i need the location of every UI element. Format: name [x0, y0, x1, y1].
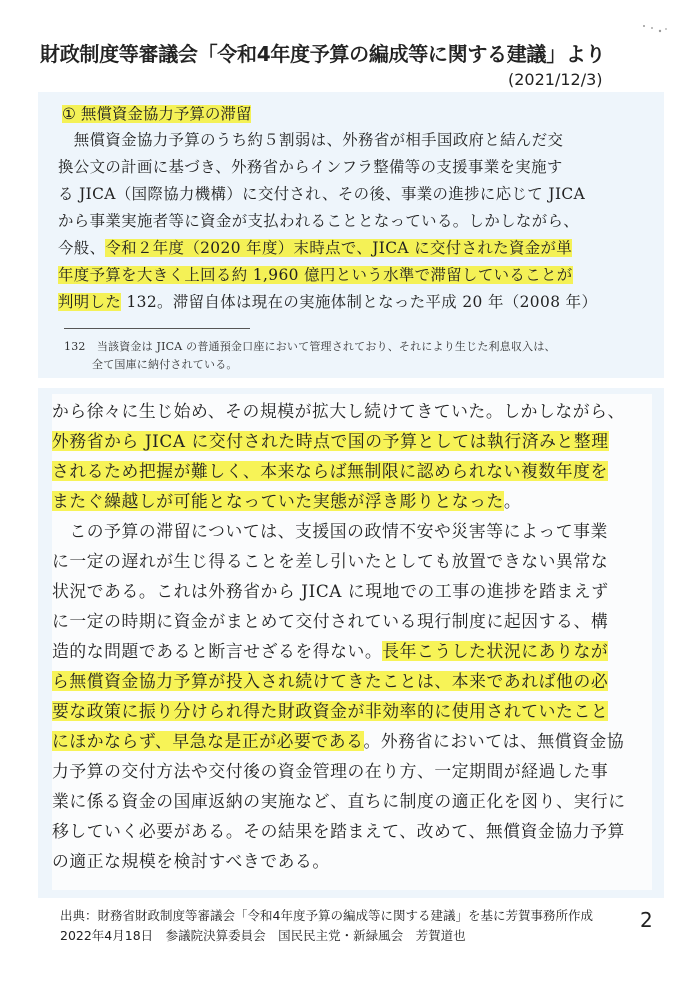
text-line	[52, 728, 624, 752]
text-line	[52, 848, 330, 872]
text-segment: 造的な問題であると断言せざるを得ない。	[52, 641, 383, 661]
text-line	[52, 818, 625, 842]
text-line	[52, 578, 609, 602]
text-segment: に一定の遅れが生じ得ることを差し引いたとしても放置できない異常な	[52, 551, 609, 571]
text-line	[58, 236, 572, 258]
footnote-line-2: 全て国庫に納付されている。	[92, 358, 238, 371]
text-segment: 無償資金協力予算のうち約５割弱は、外務省が相手国政府と結んだ交	[58, 131, 564, 149]
highlighted-text: 判明した	[58, 293, 122, 311]
text-line	[52, 488, 521, 512]
highlighted-text: またぐ繰越しが可能となっていた実態が浮き彫りとなった	[52, 491, 504, 511]
text-line	[52, 788, 626, 812]
footnote-divider	[64, 328, 250, 329]
footnote-line-1: 当該資金は JICA の普通預金口座において管理されており、それにより生じた利息収入は、	[96, 340, 556, 353]
text-line	[52, 548, 608, 572]
text-line	[52, 758, 608, 782]
text-segment: の適正な規模を検討すべきである。	[52, 851, 330, 871]
section-heading: ① 無償資金協力予算の滞留	[62, 105, 252, 123]
text-segment: 業に係る資金の国庫返納の実施など、直ちに制度の適正化を図り、実行に	[52, 791, 626, 811]
text-segment: 移していく必要がある。その結果を踏まえて、改めて、無償資金協力予算	[52, 821, 625, 841]
text-segment: 換公文の計画に基づき、外務省からインフラ整備等の支援事業を実施す	[58, 158, 563, 176]
highlighted-text: にほかならず、早急な是正が必要である	[52, 731, 364, 751]
text-segment: 力予算の交付方法や交付後の資金管理の在り方、一定期間が経過した事	[52, 761, 609, 781]
text-segment: 132。滞留自体は現在の実施体制となった平成 20 年（2008 年）	[121, 293, 598, 311]
text-line	[58, 182, 585, 204]
text-line	[58, 209, 579, 231]
highlighted-text: 令和２年度（2020 年度）末時点で、JICA に交付された資金が単	[105, 239, 573, 257]
highlighted-text: 要な政策に振り分けられ得た財政資金が非効率的に使用されていたこと	[52, 701, 609, 721]
page-title: 財政制度等審議会「令和4年度予算の編成等に関する建議」より	[40, 42, 606, 66]
text-segment: から徐々に生じ始め、その規模が拡大し続けてきていた。しかしながら、	[52, 401, 625, 421]
footnote	[64, 338, 556, 354]
highlighted-text: 年度予算を大きく上回る約 1,960 億円という水準で滞留していることが	[58, 266, 573, 284]
highlighted-text: ら無償資金協力予算が投入され続けてきたことは、本来であれば他の必	[52, 671, 609, 691]
text-line	[52, 698, 608, 722]
text-line	[52, 398, 625, 422]
text-line	[58, 128, 563, 150]
footer-meeting: 2022年4月18日 参議院決算委員会 国民民主党・新緑風会 芳賀道也	[60, 928, 466, 943]
text-line	[52, 428, 609, 452]
text-segment: 状況である。これは外務省から JICA に現地での工事の進捗を踏まえず	[52, 581, 609, 601]
highlighted-text: されるため把握が難しく、本来ならば無制限に認められない複数年度を	[52, 461, 608, 481]
page-number: 2	[640, 908, 653, 932]
scan-marks	[640, 22, 670, 36]
text-segment: 。外務省においては、無償資金協	[363, 731, 625, 751]
text-line	[52, 458, 608, 482]
text-line	[52, 638, 608, 662]
text-segment: 今般、	[58, 239, 106, 257]
text-segment: る JICA（国際協力機構）に交付され、その後、事業の進捗に応じて JICA	[58, 185, 586, 203]
text-line	[58, 155, 563, 177]
text-segment: 。	[503, 491, 522, 511]
footnote-number: 132	[64, 340, 86, 353]
text-segment: に一定の時期に資金がまとめて交付されている現行制度に起因する、構	[52, 611, 609, 631]
text-line	[52, 518, 608, 542]
highlighted-text: 外務省から JICA に交付された時点で国の予算としては執行済みと整理	[52, 431, 609, 451]
text-line	[58, 263, 573, 285]
text-segment: から事業実施者等に資金が支払われることとなっている。しかしながら、	[58, 212, 580, 230]
text-line	[58, 290, 597, 312]
text-line	[52, 668, 608, 692]
text-segment: この予算の滞留については、支援国の政情不安や災害等によって事業	[52, 521, 608, 541]
document-date: (2021/12/3)	[508, 70, 603, 89]
highlighted-text: 長年こうした状況にありなが	[382, 641, 609, 661]
text-line	[52, 608, 608, 632]
footer-source: 出典：財務省財政制度等審議会「令和4年度予算の編成等に関する建議」を基に芳賀事務所作成	[60, 908, 593, 923]
